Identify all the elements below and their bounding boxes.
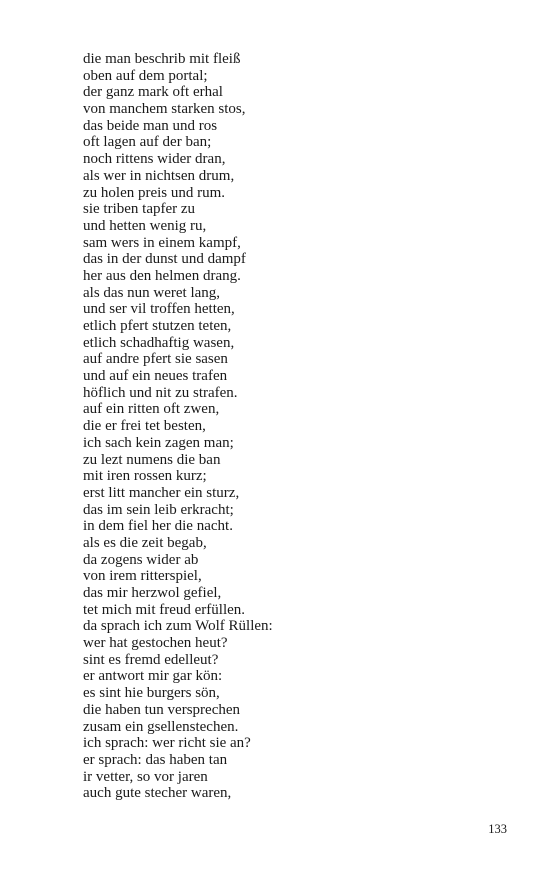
poem-line: oben auf dem portal; (83, 67, 208, 84)
poem-line: als wer in nichtsen drum, (83, 167, 235, 184)
poem-line: das beide man und ros (83, 117, 218, 134)
poem-line: etlich pfert stutzen teten, (83, 318, 232, 334)
poem-line: auch gute stecher waren, (83, 785, 232, 802)
poem-line: die er frei tet besten, (83, 418, 206, 435)
poem-line: auf ein ritten oft zwen, (83, 401, 220, 418)
poem-line: tet mich mit freud erfüllen. (83, 601, 246, 618)
poem-line: wer hat gestochen heut? (83, 635, 228, 652)
poem-line: zusam ein gsellenstechen. (83, 718, 239, 735)
poem-line: und auf ein neues trafen (83, 368, 228, 385)
poem-line: er antwort mir gar kön: (83, 668, 223, 685)
poem-line: und hetten wenig ru, (83, 217, 207, 234)
poem-line: das im sein leib erkracht; (83, 501, 234, 518)
poem-line: es sint hie burgers sön, (83, 685, 220, 702)
poem-line: ir vetter, so vor jaren (83, 768, 208, 785)
poem-line: ich sach kein zagen man; (83, 434, 234, 451)
poem-line: der ganz mark oft erhal (83, 84, 223, 101)
poem-line: ich sprach: wer richt sie an? (83, 735, 251, 752)
poem-line: zu holen preis und rum. (83, 184, 226, 201)
poem-line: sam wers in einem kampf, (83, 234, 241, 251)
poem-line: von manchem starken stos, (83, 101, 246, 118)
poem-line: da zogens wider ab (83, 551, 199, 568)
poem-line: er sprach: das haben tan (83, 751, 228, 768)
poem-line: als das nun weret lang, (83, 284, 221, 301)
poem-line: das mir herzwol gefiel, (83, 585, 222, 601)
poem-text (83, 51, 503, 802)
page-number: 133 (488, 822, 507, 836)
poem-line: als es die zeit begab, (83, 534, 207, 551)
poem-line: da sprach ich zum Wolf Rüllen: (83, 618, 273, 635)
poem-line: etlich schadhaftig wasen, (83, 334, 235, 351)
poem-line: zu lezt numens die ban (83, 451, 221, 468)
poem-line: höflich und nit zu strafen. (83, 384, 238, 401)
poem-line: sie triben tapfer zu (83, 201, 196, 218)
poem-line: und ser vil troffen hetten, (83, 301, 235, 318)
poem-line: in dem fiel her die nacht. (83, 518, 233, 535)
poem-line: das in der dunst und dampf (83, 251, 246, 268)
poem-line: auf andre pfert sie sasen (83, 351, 228, 368)
poem-line: die haben tun versprechen (83, 701, 241, 718)
poem-line: sint es fremd edelleut? (83, 651, 219, 668)
poem-line: mit iren rossen kurz; (83, 468, 207, 485)
poem-line: von irem ritterspiel, (83, 568, 202, 585)
poem-line: erst litt mancher ein sturz, (83, 484, 240, 501)
poem-line: her aus den helmen drang. (83, 267, 241, 284)
poem-line: die man beschrib mit fleiß (83, 51, 241, 67)
poem-line: noch rittens wider dran, (83, 151, 226, 168)
poem-line: oft lagen auf der ban; (83, 134, 212, 151)
